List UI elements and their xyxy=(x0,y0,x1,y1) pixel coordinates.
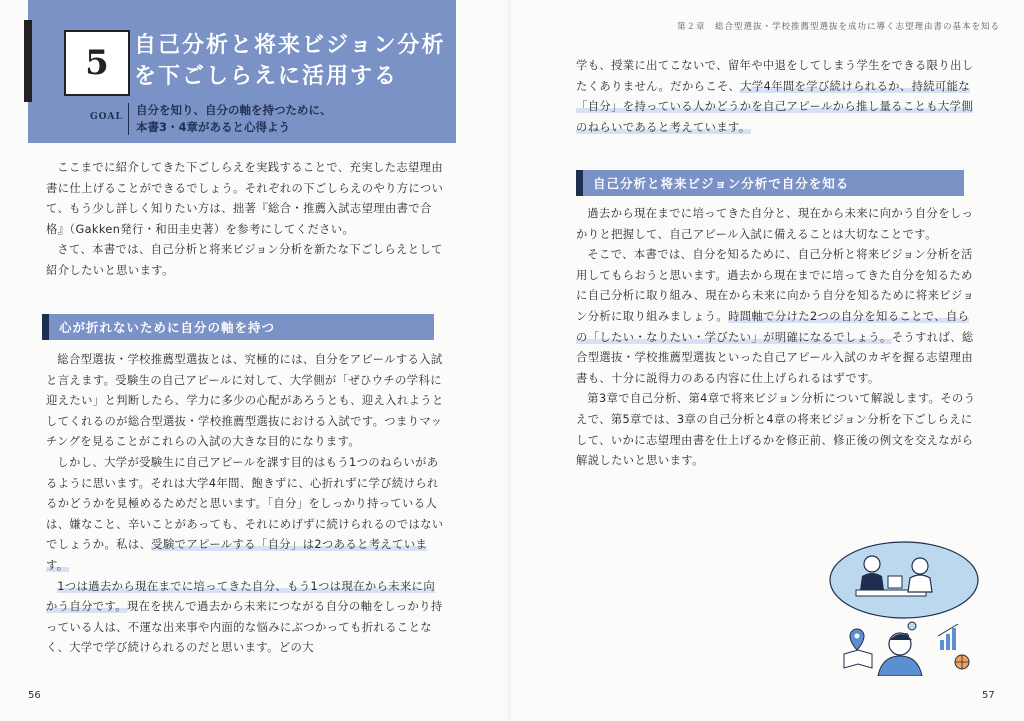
section-title xyxy=(134,30,474,92)
intro-paragraph-2: さて、本書では、自己分析と将来ビジョン分析を新たな下ごしらえとして紹介したいと思います。 xyxy=(46,243,443,277)
bar-chart-icon xyxy=(938,624,958,650)
thinking-student-icon xyxy=(878,633,922,676)
page-number: 56 xyxy=(28,690,41,701)
header-corner-accent xyxy=(24,20,32,102)
goal-divider xyxy=(128,103,129,135)
paragraph-1: 過去から現在までに培ってきた自分と、現在から未来に向かう自分をしっかりと把握して、自己アピール入試に備えることは大切なことです。 xyxy=(576,207,974,241)
section-title-line1: 自己分析と将来ビジョン分析 xyxy=(134,33,446,58)
intro-paragraph-1: ここまでに紹介してきた下ごしらえを実践することで、充実した志望理由書に仕上げることができるでしょう。それぞれの下ごしらえのやり方について、もう少し詳しく知りたい方は、拙著『総合・推薦入試志望理由書で合格』（Gakken発行・和田圭史著）を参考にしてください。 xyxy=(46,161,444,236)
continued-text xyxy=(576,56,976,138)
paragraph-3: 第3章で自己分析、第4章で将来ビジョン分析について解説します。そのうえで、第5章では、3章の自己分析と4章の将来ビジョン分析を下ごしらえにして、いかに志望理由書を仕上げるかを修正前、修正後の例文を交えながら解説したいと思います。 xyxy=(576,392,976,468)
book-icon xyxy=(844,650,872,668)
paragraph-2-text: そこで、本書では、自分を知るために、自己分析と将来ビジョン分析を活用してもらおうと思います。過去から現在までに培ってきた自分を知るために自己分析に取り組み、現在から未来に向かう自分を知るために将来ビジョン分析に取り組みましょう。 xyxy=(576,248,975,323)
continued-paragraph xyxy=(576,56,976,138)
paragraph-2-text: しかし、大学が受験生に自己アピールを課す目的はもう1つのねらいがあるように思います。それは大学4年間、飽きずに、心折れずに学び続けられるかどうかを見極めるためだと思います。「自分」をしっかり持っている人は、嫌なこと、辛いことがあっても、それにめげずに続けられるのではないでしょうか。私は、 xyxy=(46,455,444,552)
illustration xyxy=(824,536,984,676)
map-pin-icon xyxy=(850,629,864,650)
goal-line1: 自分を知り、自分の軸を持つために、 xyxy=(136,103,332,117)
section-title-line2: を下ごしらえに活用する xyxy=(134,64,399,89)
section-heading-bar xyxy=(42,314,434,340)
paragraph-1: 総合型選抜・学校推薦型選抜とは、究極的には、自分をアピールする入試と言えます。受験生の自己アピールに対して、大学側が「ぜひウチの学科に迎えたい」と判断したら、学力に多少の心配があろうとも、迎え入れようとしてくれるのが総合型選抜・学校推薦型選抜における入試です。つまりマッチングを見ることがこれらの入試の大きな目的になります。 xyxy=(46,353,444,449)
section-number-box: 5 xyxy=(64,30,130,96)
continued-text-start: 学も、授業に出てこないで、留年や中退をしてしまう学生をできる限り出したくありません。だからこそ、 xyxy=(576,59,974,93)
section-heading: 心が折れないために自分の軸を持つ xyxy=(59,320,276,335)
right-page xyxy=(512,0,1024,721)
paragraph-3-text: 現在を挟んで過去から未来につながる自分の軸をしっかり持っている人は、不運な出来事や内面的な悩みにぶつかっても折れることなく、大学で学び続けられるのだと思います。どの大 xyxy=(46,600,443,655)
section-heading-bar xyxy=(576,170,964,196)
main-text xyxy=(576,204,976,472)
highlight-text: 時間軸で分けた2つの自分を知ることで、自らの「したい・なりたい・学びたい」が明確になるでしょう。 xyxy=(576,309,970,344)
highlight-text: 大学4年間を学び続けられるか、持続可能な「自分」を持っている人かどうかを自己アピールから推し量ることも大学側のねらいであると考えています。 xyxy=(576,79,974,134)
goal-label: GOAL xyxy=(90,112,123,122)
running-head: 第２章 総合型選抜・学校推薦型選抜を成功に導く志望理由書の基本を知る xyxy=(676,22,1000,32)
goal-line2: 本書3・4章があると心得よう xyxy=(136,120,291,134)
section-heading-nub xyxy=(576,170,583,196)
highlight-text: 受験でアピールする「自分」は2つあると考えています。 xyxy=(46,538,428,572)
paragraph-2-text-end: そうすれば、総合型選抜・学校推薦型選抜といった自己アピール入試のカギを握る志望理由書も、十分に説得力のある内容に仕上げられるはずです。 xyxy=(576,330,974,385)
section-heading: 自己分析と将来ビジョン分析で自分を知る xyxy=(593,176,850,191)
paragraph-2 xyxy=(576,245,976,389)
main-text xyxy=(46,350,446,659)
paragraph-3 xyxy=(46,577,446,659)
highlight-text: 1つは過去から現在までに培ってきた自分、もう1つは現在から未来に向かう自分です。 xyxy=(46,579,436,614)
goal-text xyxy=(136,102,332,136)
chapter-header xyxy=(28,0,456,143)
basketball-icon xyxy=(955,655,969,669)
intro-text xyxy=(46,158,446,282)
section-heading-nub xyxy=(42,314,49,340)
page-number: 57 xyxy=(982,690,995,701)
paragraph-2 xyxy=(46,453,446,577)
